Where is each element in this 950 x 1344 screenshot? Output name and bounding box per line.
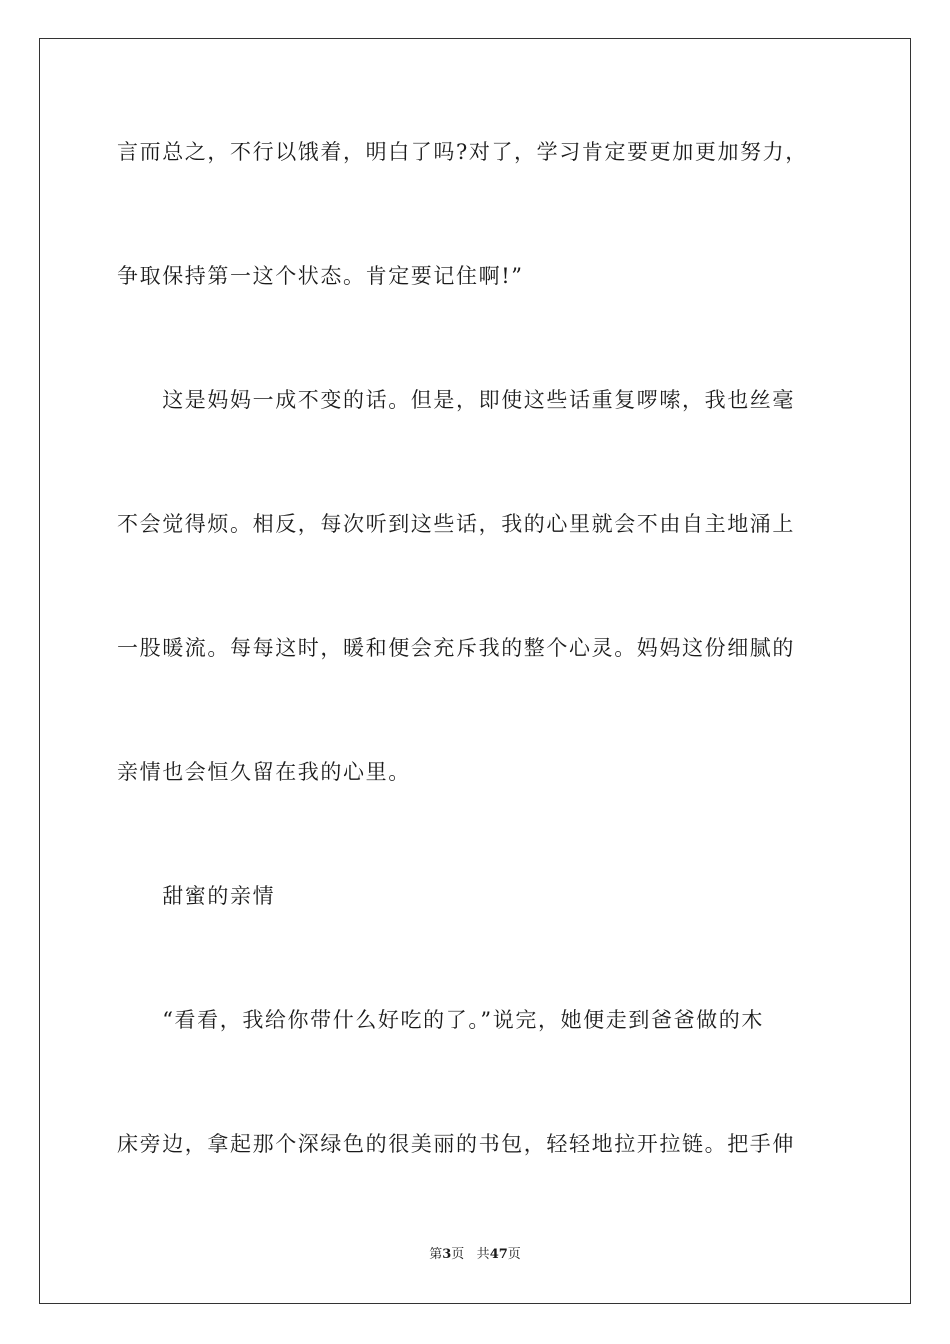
body-line-6: 亲情也会恒久留在我的心里。	[117, 760, 411, 784]
total-prefix: 共	[476, 1247, 490, 1262]
page-suffix: 页	[451, 1247, 465, 1262]
body-line-8: 床旁边，拿起那个深绿色的很美丽的书包，轻轻地拉开拉链。把手伸	[117, 1132, 795, 1156]
body-line-7: “看看，我给你带什么好吃的了。”说完，她便走到爸爸做的木	[117, 1008, 764, 1032]
page-border	[39, 38, 911, 1304]
body-line-2: 争取保持第一这个状态。肯定要记住啊!”	[117, 264, 524, 288]
body-line-1: 言而总之，不行以饿着，明白了吗?对了，学习肯定要更加更加努力，	[117, 140, 808, 164]
body-line-4: 不会觉得烦。相反，每次听到这些话，我的心里就会不由自主地涌上	[117, 512, 795, 536]
body-line-5: 一股暖流。每每这时，暖和便会充斥我的整个心灵。妈妈这份细腻的	[117, 636, 795, 660]
total-pages: 47	[489, 1247, 508, 1262]
section-heading: 甜蜜的亲情	[117, 884, 276, 908]
page-number: 3	[442, 1247, 452, 1262]
body-line-3: 这是妈妈一成不变的话。但是，即使这些话重复啰嗦，我也丝毫	[117, 388, 795, 412]
total-suffix: 页	[507, 1247, 521, 1262]
page-footer	[0, 1246, 950, 1264]
page-prefix: 第	[429, 1247, 443, 1262]
